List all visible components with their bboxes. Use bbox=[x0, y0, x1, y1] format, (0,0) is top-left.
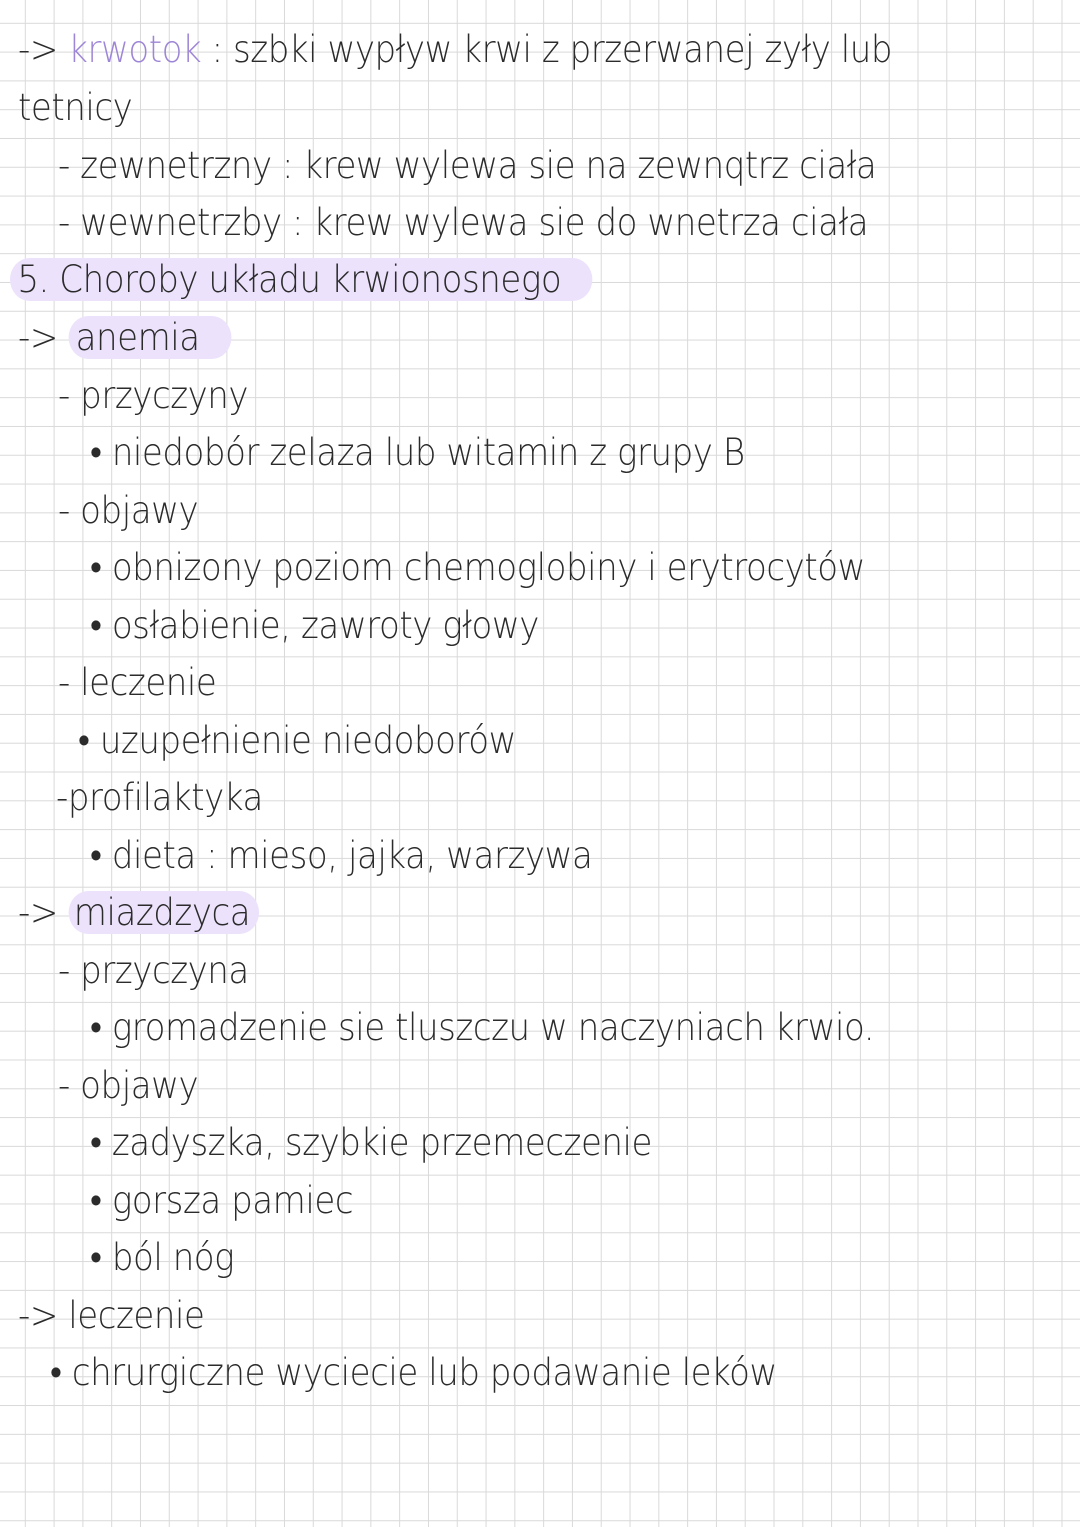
arrow-prefix: -> bbox=[18, 28, 69, 71]
note-line: - przyczyny bbox=[58, 374, 249, 417]
note-line: - zewnetrzny : krew wylewa sie na zewnqtrz ciała bbox=[58, 144, 877, 187]
note-line-miazdzyca bbox=[18, 891, 259, 935]
term-miazdzyca: miazdzyca bbox=[68, 891, 259, 934]
note-line: • niedobór zelaza lub witamin z grupy B bbox=[90, 431, 745, 474]
note-line: • gromadzenie sie tluszczu w naczyniach krwio. bbox=[90, 1006, 875, 1049]
section-heading bbox=[10, 258, 593, 302]
arrow-prefix: -> bbox=[18, 316, 69, 359]
note-line: - wewnetrzby : krew wylewa sie do wnetrza ciała bbox=[58, 201, 869, 244]
note-line: - przyczyna bbox=[58, 949, 249, 992]
note-line: • gorsza pamiec bbox=[90, 1179, 354, 1222]
term-anemia: anemia bbox=[68, 316, 231, 359]
note-line: • ból nóg bbox=[90, 1236, 235, 1279]
note-line: -profilaktyka bbox=[56, 776, 263, 819]
section-heading-text: 5. Choroby układu krwionosnego bbox=[10, 258, 593, 301]
note-line-krwotok bbox=[18, 28, 892, 72]
arrow-prefix: -> bbox=[18, 891, 69, 934]
note-line: - objawy bbox=[58, 1064, 199, 1107]
note-line: - leczenie bbox=[58, 661, 217, 704]
definition-krwotok: : szbki wypływ krwi z przerwanej zyły lub bbox=[201, 28, 893, 71]
note-line: • dieta : mieso, jajka, warzywa bbox=[90, 834, 593, 877]
note-line: • uzupełnienie niedoborów bbox=[78, 719, 517, 762]
note-line: • obnizony poziom chemoglobiny i erytrocytów bbox=[90, 546, 865, 589]
term-krwotok: krwotok bbox=[68, 28, 202, 71]
note-line: - objawy bbox=[58, 489, 199, 532]
note-line: • zadyszka, szybkie przemeczenie bbox=[90, 1121, 653, 1164]
note-line: • osłabienie, zawroty głowy bbox=[90, 604, 539, 647]
note-line: -> leczenie bbox=[18, 1294, 205, 1337]
note-line-anemia bbox=[18, 316, 231, 360]
note-line: • chrurgiczne wyciecie lub podawanie leków bbox=[50, 1351, 777, 1394]
note-line: tetnicy bbox=[18, 86, 133, 129]
